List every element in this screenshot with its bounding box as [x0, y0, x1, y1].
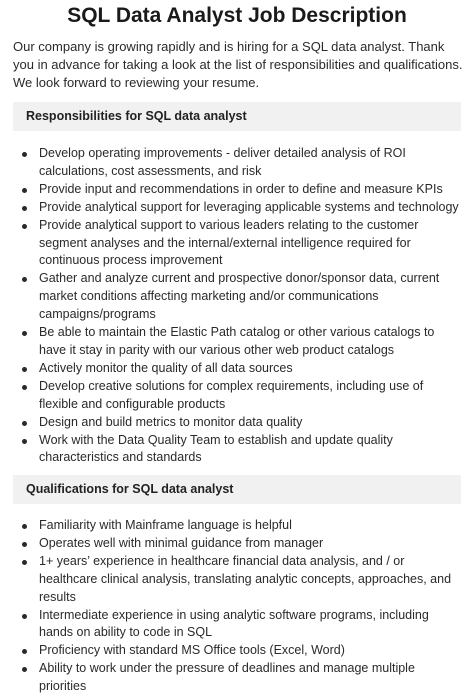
list-item [19, 432, 464, 468]
list-item [19, 535, 464, 553]
list-item [19, 553, 464, 607]
bullet-icon [22, 224, 27, 229]
intro-paragraph: Our company is growing rapidly and is hiring for a SQL data analyst. Thank you in advance for taking a look at the list of responsibilities and qualifications. We look forward to reviewing your resume. [13, 39, 463, 90]
bullet-icon [22, 385, 27, 390]
bullet-icon [22, 542, 27, 547]
list-item-text: Provide input and recommendations in order to define and measure KPIs [39, 181, 443, 196]
list-item [19, 145, 464, 181]
list-item-text: Gather and analyze current and prospective donor/sponsor data, current market conditions affecting marketing and/or communications campaigns/programs [39, 271, 440, 322]
list-item [19, 607, 464, 643]
list-item-text: Provide analytical support for leveraging applicable systems and technology [39, 199, 459, 214]
list-item-text: Design and build metrics to monitor data quality [39, 414, 303, 429]
list-item-text: Operates well with minimal guidance from manager [39, 535, 324, 550]
bullet-icon [22, 524, 27, 529]
qualifications-list [19, 517, 464, 696]
responsibilities-list [19, 145, 464, 467]
bullet-icon [22, 649, 27, 654]
list-item-text: Ability to work under the pressure of deadlines and manage multiple priorities [39, 661, 415, 694]
list-item [19, 360, 464, 378]
list-item [19, 270, 464, 324]
list-item-text: Actively monitor the quality of all data sources [39, 360, 293, 375]
bullet-icon [22, 560, 27, 565]
list-item-text: Proficiency with standard MS Office tools (Excel, Word) [39, 643, 345, 658]
list-item-text: Develop creative solutions for complex requirements, including use of flexible and configurable products [39, 378, 424, 411]
list-item-text: Provide analytical support to various leaders relating to the customer segment analyses and the internal/external intelligence required for continuous process improvement [39, 217, 419, 268]
list-item [19, 378, 464, 414]
list-item-text: Develop operating improvements - deliver detailed analysis of ROI calculations, cost assessments, and risk [39, 146, 406, 178]
list-item [19, 642, 464, 660]
list-item [19, 181, 464, 199]
bullet-icon [22, 667, 27, 672]
list-item [19, 517, 464, 535]
bullet-icon [22, 206, 27, 211]
list-item-text: Work with the Data Quality Team to establish and update quality characteristics and standards [39, 432, 393, 465]
bullet-icon [22, 188, 27, 193]
list-item-text: 1+ years’ experience in healthcare financial data analysis, and / or healthcare clinical analysis, translating analytic concepts, approaches, and results [39, 553, 452, 604]
bullet-icon [22, 331, 27, 336]
responsibilities-heading: Responsibilities for SQL data analyst [13, 102, 461, 131]
bullet-icon [22, 421, 27, 426]
bullet-icon [22, 152, 27, 157]
bullet-icon [22, 277, 27, 282]
list-item [19, 414, 464, 432]
qualifications-heading: Qualifications for SQL data analyst [13, 475, 461, 504]
bullet-icon [22, 614, 27, 619]
bullet-icon [22, 367, 27, 372]
list-item [19, 660, 464, 696]
list-item-text: Be able to maintain the Elastic Path catalog or other various catalogs to have it stay in parity with our various other web product catalogs [39, 325, 435, 357]
bullet-icon [22, 439, 27, 444]
page-title: SQL Data Analyst Job Description [67, 4, 407, 27]
list-item-text: Intermediate experience in using analytic software programs, including hands on ability to code in SQL [39, 607, 429, 640]
list-item-text: Familiarity with Mainframe language is helpful [39, 518, 292, 532]
list-item [19, 217, 464, 271]
list-item [19, 199, 464, 217]
list-item [19, 324, 464, 360]
